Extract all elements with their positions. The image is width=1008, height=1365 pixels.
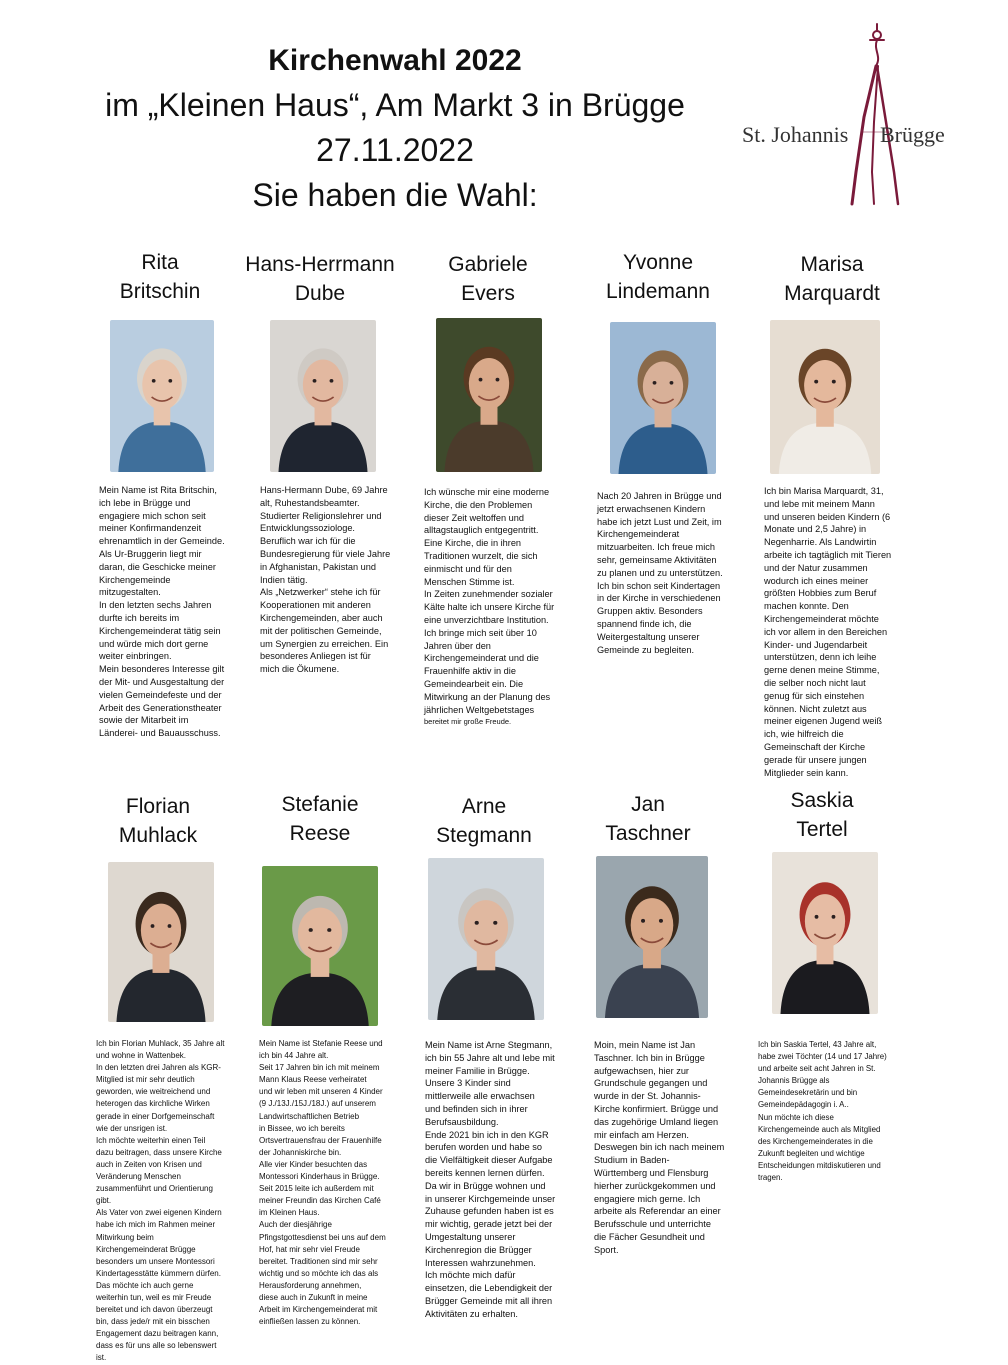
candidate-last-name: Tertel [796,818,848,841]
candidate-name [568,248,748,306]
candidate-bio [764,485,914,779]
candidate-bio [260,484,410,676]
candidate-last-name: Lindemann [606,280,710,303]
candidate-bio-text: Hans-Hermann Dube, 69 Jahre alt, Ruhestandsbeamter. Studierter Religionslehrer und Entwicklungssoziologe. Beruflich war ich für die Bundesregierung für viele Jahre in Afghanistan, Pakistan und Indien tätig. Als „Netzwerker“ stehe ich für Kooperationen mit anderen Kirchengemeinden, aber auch mit der politischen Gemeinde, um Synergien zu erreichen. Ein besonderes Anliegen ist für mich die Ökumene. [260,485,391,675]
candidate-photo [108,862,214,1022]
candidate-name [230,790,410,848]
candidate-photo [772,852,878,1014]
candidate-bio-text: Nach 20 Jahren in Brügge und jetzt erwachsenen Kindern habe ich jetzt Lust und Zeit, im Kirchengemeinderat mitzuarbeiten. Ich freue mich sehr, gemeinsame Aktivitäten zu planen und zu unterstützen. Ich bin schon seit Kindertagen in der Kirche in verschiedenen Gruppen aktiv. Besonders spannend finde ich, die Weitergestaltung unserer Gemeinde zu begleiten. [597,491,723,655]
event-location: im „Kleinen Haus“, Am Markt 3 in Brügge [105,87,685,123]
candidate-last-name: Dube [294,282,346,305]
candidate-bio [259,1038,409,1328]
candidate-bio-text: Ich bin Saskia Tertel, 43 Jahre alt, habe zwei Töchter (14 und 17 Jahre) und arbeite seit acht Jahren in St. Johannis Brügge als Gemeindesekretärin und bin Gemeindepädagogin i. A.. Nun möchte ich diese Kirchengemeinde auch als Mitglied des Kirchengemeinderates in die Zukunft begleiten und wichtige Entscheidungen mitdiskutieren und tragen. [758,1040,887,1183]
candidate-bio-text: Moin, mein Name ist Jan Taschner. Ich bin in Brügge aufgewachsen, hier zur Grundschule gegangen und wurde in der St. Johannis- Kirche konfirmiert. Brügge und das zugehörige Umland liegen mir einfach am Herzen. Deswegen bin ich nach meinem Studium in Baden- Württemberg und Flensburg hierher zurückgekommen und engagiere mich gerne. Ich arbeite als Referendar an einer Berufsschule und unterrichte die Fächer Gesundheit und Sport. [594,1040,725,1255]
candidate-photo [770,320,880,474]
logo-text-right: Brügge [880,122,945,147]
candidate-name [70,248,250,306]
page-header [60,38,730,218]
candidate-bio-text: Mein Name ist Stefanie Reese und ich bin 44 Jahre alt. Seit 17 Jahren bin ich mit meinem Mann Klaus Reese verheiratet und wir leben mit unseren 4 Kinder (9 J./13J./15J./18J.) auf unserem Landwirtschaftlichen Betrieb in Bissee, wo ich bereits Ortsvertrauensfrau der Frauenhilfe der Johanniskirche bin. Alle vier Kinder besuchten das Montessori Kinderhaus in Brügge. Seit 2015 leite ich außerdem mit meiner Freundin das Kirchen Café im Kleinen Haus. Auch der diesjährige Pfingstgottesdienst bei uns auf dem Hof, hat mir sehr viel Freude bereitet. Traditionen sind mir sehr wichtig und so möchte ich das als Herausforderung annehmen, diese auch in Zukunft in meine Arbeit im Kirchengemeinderat mit einfließen lassen zu können. [259,1039,386,1327]
candidate-first-name: Hans-Herrmann [245,253,395,276]
candidate-photo [428,858,544,1020]
church-logo-graphic [736,22,950,212]
candidate-bio-text: Ich wünsche mir eine moderne Kirche, die den Problemen dieser Zeit weltoffen und alltagstauglich entgegentritt. Eine Kirche, die in ihren Traditionen wurzelt, die sich einmischt und für den Menschen Stimme ist. In Zeiten zunehmender sozialer Kälte halte ich unsere Kirche für eine unverzichtbare Institution. Ich bringe mich seit über 10 Jahren über den Kirchengemeinderat und die Frauenhilfe aktiv in die Gemeindearbeit ein. Die Mitwirkung an der Planung des jährlichen Weltgebetstages [424,487,555,715]
candidate-last-name: Reese [289,822,351,845]
candidate-last-name: Muhlack [118,824,198,847]
candidate-last-name: Marquardt [784,282,880,305]
candidate-first-name: Saskia [790,789,854,812]
candidate-first-name: Gabriele [448,253,528,276]
candidate-last-name: Stegmann [436,824,532,847]
candidate-bio [425,1039,575,1321]
candidate-name [230,250,410,308]
candidate-bio-text: Mein Name ist Rita Britschin, ich lebe in Brügge und engagiere mich schon seit meiner Konfirmandenzeit ehrenamtlich in der Gemeinde. Als Ur-Bruggerin liegt mir daran, die Geschicke meiner Kirchengemeinde mitzugestalten. In den letzten sechs Jahren durfte ich bereits im Kirchengemeinderat tätig sein und würde mich dort gerne weiter einbringen. Mein besonderes Interesse gilt der Mit- und Ausgestaltung der vielen Gemeindefeste und der Arbeit des Generationstheater sowie der Mitarbeit im Länderei- und Bauausschuss. [99,485,225,739]
candidate-photo [270,320,376,472]
logo-text-left: St. Johannis [742,122,849,147]
candidate-name [742,250,922,308]
candidate-bio-small-text: bereitet mir große Freude. [424,717,512,727]
candidate-name [394,792,574,850]
candidate-photo [110,320,214,472]
candidate-bio [594,1039,744,1257]
candidate-first-name: Stefanie [281,793,359,816]
candidate-name [732,786,912,844]
candidate-photo [610,322,716,474]
page-title: Kirchenwahl 2022 [268,44,522,77]
candidate-bio [424,486,574,727]
candidate-name [398,250,578,308]
candidate-photo [436,318,542,472]
candidate-photo [262,866,378,1026]
candidate-last-name: Evers [461,282,515,305]
candidate-name [68,792,248,850]
candidate-first-name: Marisa [800,253,864,276]
candidate-first-name: Rita [141,251,179,274]
page-subtitle: Sie haben die Wahl: [252,177,538,213]
candidate-bio-text: Mein Name ist Arne Stegmann, ich bin 55 Jahre alt und lebe mit meiner Familie in Brügge. Unsere 3 Kinder sind mittlerweile alle erwachsen und befinden sich in ihrer Berufsausbildung. Ende 2021 bin ich in den KGR berufen worden und habe so die Vielfältigkeit dieser Aufgabe bereits kennen lernen dürfen. Da wir in Brügge wohnen und in unserer Kirchgemeinde unser Zuhause gefunden haben ist es mir wichtig, gerade jetzt bei der Umgestaltung unserer Kirchenregion die Brügger Interessen wahrzunehmen. Ich möchte mich dafür einsetzen, die Lebendigkeit der Brügger Gemeinde mit all ihren Aktivitäten zu erhalten. [425,1040,556,1319]
candidate-first-name: Arne [461,795,507,818]
candidate-first-name: Florian [125,795,191,818]
candidate-first-name: Yvonne [622,251,694,274]
candidate-bio [96,1038,246,1365]
candidate-bio-text: Ich bin Marisa Marquardt, 31, und lebe mit meinem Mann und unseren beiden Kindern (6 Monate und 2,5 Jahre) in Negenharrie. Als Landwirtin arbeite ich tagtäglich mit Tieren und der Natur zusammen wodurch ich eines meiner größten Hobbies zum Beruf machen konnte. Den Kirchengemeinderat möchte ich vor allem in den Bereichen Kinder- und Jugendarbeit unterstützen, denn ich leihe gerne denen meine Stimme, die selber noch nicht laut genug für sich einstehen können. Nicht zuletzt aus meiner eigenen Jugend weiß ich, wie hilfreich die Gemeinschaft der Kirche gerade für unsere jungen Mitglieder sein kann. [764,486,892,778]
candidate-bio-text: Ich bin Florian Muhlack, 35 Jahre alt und wohne in Wattenbek. In den letzten drei Jahren als KGR- Mitglied ist mir sehr deutlich geworden, wie weitreichend und heterogen das kirchliche Wirken gerade in einer Dorfgemeinschaft wie der unsrigen ist. Ich möchte weiterhin einen Teil dazu beitragen, dass unsere Kirche auch in Zeiten von Krisen und Veränderung Menschen zusammenführt und Orientierung gibt. Als Vater von zwei eigenen Kindern habe ich mich im Rahmen meiner Mitwirkung beim Kirchengemeinderat Brügge besonders um unsere Montessori Kindertagesstätte kümmern dürfen. Das möchte ich auch gerne weiterhin tun, weil es mir Freude bereitet und ich davon überzeugt bin, dass jede/r mit ein bisschen Engagement dazu beitragen kann, dass es für uns alle so lebenswert ist. [96,1039,225,1363]
event-date: 27.11.2022 [316,132,474,168]
candidate-last-name: Britschin [119,280,201,303]
candidate-photo [596,856,708,1018]
candidate-last-name: Taschner [605,822,691,845]
candidate-bio [597,490,747,656]
candidate-bio [99,484,249,740]
candidate-bio [758,1039,908,1184]
candidate-name [558,790,738,848]
candidate-first-name: Jan [631,793,665,816]
church-logo [736,22,950,212]
